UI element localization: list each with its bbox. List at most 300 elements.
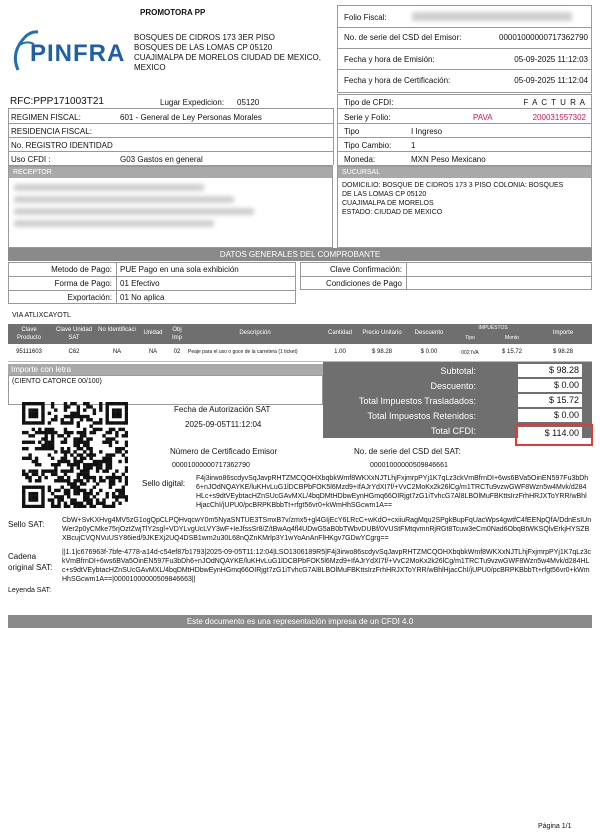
qr-module <box>112 479 115 482</box>
qr-module <box>83 476 86 479</box>
footer-note: Este documento es una representación impresa de un CFDI 4.0 <box>8 615 592 628</box>
sello-sat-label: Sello SAT: <box>8 520 45 529</box>
qr-module <box>125 469 128 472</box>
qr-module <box>28 476 31 479</box>
qr-module <box>109 437 112 440</box>
qr-module <box>86 463 89 466</box>
qr-module <box>28 453 31 456</box>
qr-module <box>25 473 28 476</box>
serie-folio-label: Serie y Folio: <box>344 113 391 122</box>
cell-no-ident: NA <box>112 349 122 355</box>
qr-module <box>67 460 70 463</box>
sucursal-header: SUCURSAL <box>338 167 591 178</box>
qr-module <box>51 405 54 408</box>
qr-module <box>32 492 35 495</box>
qr-module <box>38 402 41 405</box>
qr-module <box>51 418 54 421</box>
qr-module <box>28 495 31 498</box>
total-cfdi-label: Total CFDI: <box>430 426 476 436</box>
qr-module <box>28 408 31 411</box>
qr-module <box>77 412 80 415</box>
qr-module <box>109 505 112 508</box>
descuento-label: Descuento: <box>430 381 476 391</box>
fecha-certificacion-label: Fecha y hora de Certificación: <box>344 76 451 85</box>
csd-sat-value: 00001000000509846661 <box>370 462 448 469</box>
qr-module <box>73 412 76 415</box>
qr-module <box>86 469 89 472</box>
tipo-cfdi-label: Tipo de CFDI: <box>344 98 394 107</box>
qr-module <box>83 415 86 418</box>
qr-module <box>102 479 105 482</box>
qr-module <box>122 447 125 450</box>
qr-module <box>118 447 121 450</box>
residencia-label: RESIDENCIA FISCAL: <box>11 127 92 136</box>
qr-module <box>67 492 70 495</box>
qr-module <box>57 476 60 479</box>
qr-module <box>28 498 31 501</box>
qr-module <box>118 492 121 495</box>
qr-module <box>73 437 76 440</box>
qr-module <box>64 473 67 476</box>
qr-module <box>22 415 25 418</box>
qr-module <box>89 450 92 453</box>
qr-module <box>70 486 73 489</box>
qr-module <box>77 421 80 424</box>
qr-module <box>99 408 102 411</box>
qr-module <box>73 450 76 453</box>
qr-module <box>125 444 128 447</box>
qr-module <box>54 495 57 498</box>
qr-module <box>118 450 121 453</box>
cell-descuento: $ 0.00 <box>420 349 438 355</box>
qr-module <box>86 473 89 476</box>
qr-module <box>22 405 25 408</box>
qr-module <box>125 431 128 434</box>
qr-module <box>57 495 60 498</box>
qr-module <box>64 421 67 424</box>
qr-module <box>83 498 86 501</box>
qr-module <box>44 476 47 479</box>
qr-module <box>112 492 115 495</box>
qr-module <box>67 431 70 434</box>
qr-module <box>112 437 115 440</box>
qr-module <box>89 502 92 505</box>
qr-module <box>125 498 128 501</box>
qr-module <box>44 469 47 472</box>
qr-module <box>106 466 109 469</box>
qr-module <box>48 421 51 424</box>
qr-module <box>125 408 128 411</box>
qr-module <box>106 437 109 440</box>
qr-module <box>80 447 83 450</box>
qr-module <box>64 502 67 505</box>
qr-module <box>54 466 57 469</box>
issuer-name: PROMOTORA PP <box>140 8 206 17</box>
qr-module <box>102 441 105 444</box>
qr-module <box>61 421 64 424</box>
qr-module <box>51 502 54 505</box>
qr-module <box>80 473 83 476</box>
qr-module <box>83 431 86 434</box>
qr-module <box>118 415 121 418</box>
cell-unidad: NA <box>148 349 158 355</box>
qr-module <box>115 431 118 434</box>
qr-module <box>86 447 89 450</box>
qr-module <box>73 463 76 466</box>
cell-monto: $ 15.72 <box>501 349 523 355</box>
qr-module <box>41 415 44 418</box>
qr-module <box>115 447 118 450</box>
qr-module <box>125 402 128 405</box>
qr-module <box>77 463 80 466</box>
qr-module <box>32 434 35 437</box>
qr-module <box>106 495 109 498</box>
qr-module <box>115 434 118 437</box>
subtotal-label: Subtotal: <box>440 366 476 376</box>
cell-tipo: 002 IVA <box>461 350 479 356</box>
qr-module <box>48 441 51 444</box>
qr-module <box>122 428 125 431</box>
forma-pago-value: 01 Efectivo <box>120 279 160 288</box>
qr-module <box>118 428 121 431</box>
qr-module <box>99 479 102 482</box>
qr-module <box>115 450 118 453</box>
qr-module <box>51 469 54 472</box>
qr-module <box>83 450 86 453</box>
qr-module <box>112 415 115 418</box>
qr-module <box>77 486 80 489</box>
qr-module <box>38 421 41 424</box>
receptor-redacted <box>14 220 214 227</box>
qr-module <box>99 428 102 431</box>
qr-module <box>28 434 31 437</box>
qr-module <box>48 412 51 415</box>
qr-module <box>80 460 83 463</box>
qr-module <box>106 469 109 472</box>
qr-module <box>54 415 57 418</box>
qr-module <box>86 498 89 501</box>
qr-module <box>61 495 64 498</box>
qr-module <box>109 431 112 434</box>
qr-module <box>125 450 128 453</box>
qr-module <box>122 453 125 456</box>
qr-module <box>70 421 73 424</box>
qr-module <box>77 437 80 440</box>
qr-module <box>67 450 70 453</box>
qr-module <box>22 441 25 444</box>
qr-module <box>32 402 35 405</box>
qr-module <box>35 495 38 498</box>
qr-module <box>89 431 92 434</box>
col-tipo: Tipo <box>465 335 475 341</box>
qr-module <box>51 473 54 476</box>
qr-module <box>93 495 96 498</box>
issuer-rfc: RFC:PPP171003T21 <box>10 96 104 107</box>
qr-module <box>57 498 60 501</box>
qr-module <box>96 469 99 472</box>
qr-module <box>83 428 86 431</box>
cert-emisor-label: Número de Certificado Emisor <box>170 447 278 456</box>
qr-module <box>89 466 92 469</box>
qr-module <box>25 505 28 508</box>
exportacion-label: Exportación: <box>67 293 112 302</box>
qr-module <box>89 437 92 440</box>
qr-module <box>51 498 54 501</box>
qr-module <box>51 441 54 444</box>
qr-module <box>112 453 115 456</box>
csd-sat-label: No. de serie del CSD del SAT: <box>354 447 461 456</box>
qr-module <box>115 489 118 492</box>
qr-module <box>32 469 35 472</box>
qr-module <box>41 444 44 447</box>
qr-module <box>70 418 73 421</box>
sello-digital-label: Sello digital: <box>142 479 186 488</box>
serie-value: PAVA <box>473 113 493 122</box>
qr-module <box>25 402 28 405</box>
qr-module <box>35 408 38 411</box>
qr-module <box>83 457 86 460</box>
qr-module <box>93 431 96 434</box>
qr-module <box>22 447 25 450</box>
qr-module <box>102 457 105 460</box>
qr-module <box>61 479 64 482</box>
qr-module <box>96 498 99 501</box>
qr-module <box>96 460 99 463</box>
qr-module <box>51 437 54 440</box>
qr-module <box>89 457 92 460</box>
qr-module <box>125 460 128 463</box>
qr-module <box>109 402 112 405</box>
page-number: Página 1/1 <box>538 823 572 830</box>
qr-module <box>89 418 92 421</box>
qr-module <box>48 486 51 489</box>
qr-module <box>64 402 67 405</box>
qr-module <box>77 502 80 505</box>
importe-letra-header: Importe con letra <box>8 364 323 375</box>
qr-module <box>93 421 96 424</box>
qr-module <box>86 502 89 505</box>
qr-module <box>89 447 92 450</box>
qr-module <box>125 466 128 469</box>
qr-module <box>48 431 51 434</box>
qr-module <box>118 479 121 482</box>
qr-module <box>32 428 35 431</box>
qr-module <box>32 505 35 508</box>
lugar-expedicion-value: 05120 <box>237 98 260 107</box>
qr-module <box>125 412 128 415</box>
qr-module <box>70 431 73 434</box>
qr-module <box>28 415 31 418</box>
qr-module <box>35 498 38 501</box>
qr-module <box>80 469 83 472</box>
qr-module <box>83 408 86 411</box>
receptor-header: RECEPTOR <box>9 167 332 178</box>
qr-module <box>77 447 80 450</box>
qr-module <box>67 479 70 482</box>
qr-module <box>57 479 60 482</box>
qr-module <box>99 463 102 466</box>
qr-module <box>118 421 121 424</box>
col-monto: Monto <box>505 335 519 341</box>
qr-module <box>77 408 80 411</box>
qr-module <box>89 505 92 508</box>
qr-module <box>112 421 115 424</box>
qr-module <box>115 495 118 498</box>
qr-module <box>67 476 70 479</box>
qr-module <box>22 421 25 424</box>
qr-module <box>25 457 28 460</box>
qr-module <box>77 466 80 469</box>
qr-module <box>35 415 38 418</box>
fecha-autorizacion-label: Fecha de Autorización SAT <box>174 405 271 414</box>
qr-module <box>25 486 28 489</box>
qr-module <box>112 502 115 505</box>
qr-module <box>61 469 64 472</box>
qr-module <box>89 498 92 501</box>
qr-module <box>122 495 125 498</box>
qr-module <box>112 473 115 476</box>
qr-module <box>125 479 128 482</box>
qr-module <box>93 428 96 431</box>
qr-module <box>35 486 38 489</box>
qr-module <box>109 479 112 482</box>
qr-module <box>77 415 80 418</box>
qr-module <box>61 486 64 489</box>
qr-module <box>32 495 35 498</box>
qr-module <box>41 486 44 489</box>
qr-module <box>22 402 25 405</box>
qr-module <box>102 502 105 505</box>
fecha-certificacion-value: 05-09-2025 11:12:04 <box>514 76 588 85</box>
qr-module <box>57 460 60 463</box>
qr-module <box>73 402 76 405</box>
col-clave-unidad: Clave Unidad SAT <box>55 327 93 341</box>
qr-module <box>125 418 128 421</box>
qr-module <box>109 457 112 460</box>
qr-module <box>106 492 109 495</box>
qr-module <box>118 412 121 415</box>
qr-module <box>93 505 96 508</box>
qr-module <box>38 486 41 489</box>
qr-module <box>115 408 118 411</box>
issuer-address-line: MEXICO <box>134 63 166 72</box>
qr-module <box>64 469 67 472</box>
cell-obj-imp: 02 <box>173 349 181 355</box>
qr-module <box>125 476 128 479</box>
qr-module <box>115 412 118 415</box>
qr-module <box>96 502 99 505</box>
serie-csd-label: No. de serie del CSD del Emisor: <box>344 33 462 42</box>
qr-module <box>112 505 115 508</box>
qr-module <box>67 405 70 408</box>
qr-module <box>118 408 121 411</box>
qr-module <box>25 421 28 424</box>
col-descripcion: Descripción <box>239 330 271 336</box>
serie-csd-value: 00001000000717362790 <box>499 33 588 42</box>
qr-module <box>41 412 44 415</box>
qr-module <box>35 412 38 415</box>
folio-value: 200031557302 <box>532 113 586 122</box>
col-no-ident: No Identificaci <box>98 327 136 333</box>
qr-module <box>67 421 70 424</box>
qr-module <box>32 421 35 424</box>
qr-module <box>67 415 70 418</box>
qr-module <box>83 473 86 476</box>
qr-module <box>86 402 89 405</box>
qr-module <box>22 498 25 501</box>
qr-module <box>83 434 86 437</box>
qr-module <box>96 482 99 485</box>
qr-module <box>64 441 67 444</box>
qr-code <box>22 402 128 508</box>
qr-module <box>61 418 64 421</box>
qr-module <box>48 428 51 431</box>
qr-module <box>118 402 121 405</box>
qr-module <box>102 469 105 472</box>
tipo-cfdi-value: F A C T U R A <box>523 98 586 107</box>
qr-module <box>86 492 89 495</box>
moneda-label: Moneda: <box>344 155 376 164</box>
qr-module <box>64 428 67 431</box>
qr-module <box>125 495 128 498</box>
qr-module <box>48 444 51 447</box>
datos-generales-header: DATOS GENERALES DEL COMPROBANTE <box>8 248 592 261</box>
qr-module <box>96 428 99 431</box>
qr-module <box>48 447 51 450</box>
qr-module <box>41 469 44 472</box>
qr-module <box>102 460 105 463</box>
qr-module <box>22 408 25 411</box>
qr-module <box>64 453 67 456</box>
confirmacion-label: Clave Confirmación: <box>329 265 402 274</box>
qr-module <box>115 469 118 472</box>
sucursal-address <box>342 181 563 217</box>
qr-module <box>70 498 73 501</box>
qr-module <box>73 460 76 463</box>
tipo-value: I Ingreso <box>411 127 443 136</box>
qr-module <box>80 502 83 505</box>
qr-module <box>67 495 70 498</box>
qr-module <box>118 476 121 479</box>
qr-module <box>25 476 28 479</box>
qr-module <box>38 428 41 431</box>
subtotal-value: $ 98.28 <box>518 364 582 377</box>
qr-module <box>77 479 80 482</box>
qr-module <box>86 441 89 444</box>
tipo-cambio-label: Tipo Cambio: <box>344 141 392 150</box>
qr-module <box>106 412 109 415</box>
qr-module <box>122 486 125 489</box>
qr-module <box>80 418 83 421</box>
sucursal-address-line: DE LAS LOMAS CP 05120 <box>342 191 427 198</box>
qr-module <box>41 437 44 440</box>
moneda-value: MXN Peso Mexicano <box>411 155 486 164</box>
qr-module <box>64 489 67 492</box>
qr-module <box>51 447 54 450</box>
qr-module <box>38 447 41 450</box>
qr-module <box>35 463 38 466</box>
qr-module <box>112 495 115 498</box>
tipo-cambio-value: 1 <box>411 141 416 150</box>
qr-module <box>99 450 102 453</box>
qr-module <box>77 460 80 463</box>
qr-module <box>96 463 99 466</box>
metodo-pago-label: Metodo de Pago: <box>51 265 112 274</box>
qr-module <box>99 466 102 469</box>
qr-module <box>89 492 92 495</box>
issuer-address-line: BOSQUES DE LAS LOMAS CP 05120 <box>134 43 273 52</box>
qr-module <box>99 460 102 463</box>
